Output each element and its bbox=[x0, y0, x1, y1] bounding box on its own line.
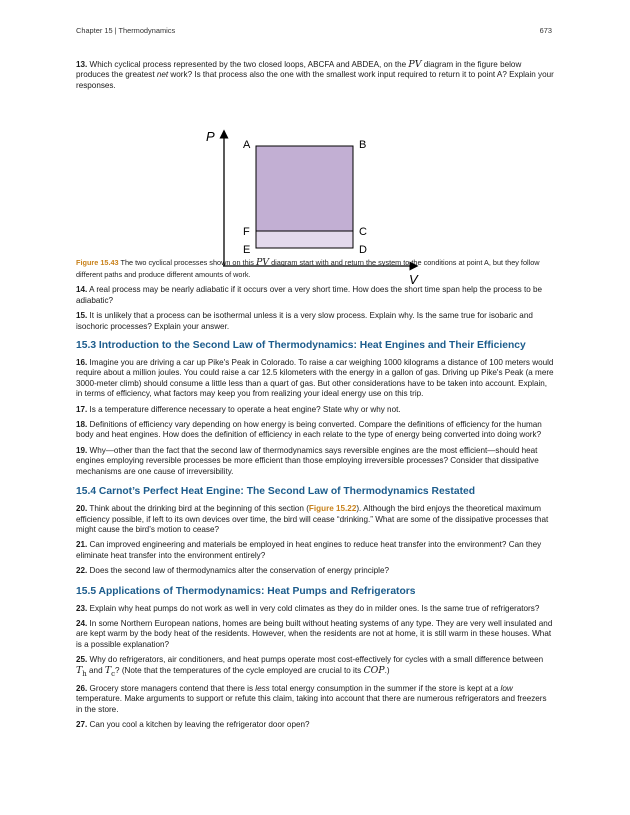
point-label-f: F bbox=[243, 226, 250, 239]
question-22: 22. Does the second law of thermodynamics alter the conservation of energy principle? bbox=[76, 566, 389, 576]
section-heading-15-3: 15.3 Introduction to the Second Law of Thermodynamics: Heat Engines and Their Efficiency bbox=[76, 340, 526, 352]
question-number: 22. bbox=[76, 566, 88, 576]
page-number: 673 bbox=[539, 26, 552, 35]
question-number: 19. bbox=[76, 445, 88, 455]
question-number: 21. bbox=[76, 540, 88, 550]
point-label-b: B bbox=[359, 139, 367, 152]
page-content bbox=[76, 60, 554, 735]
question-number: 24. bbox=[76, 618, 88, 628]
cop-symbol: COP bbox=[363, 664, 385, 676]
question-21: 21. Can improved engineering and materials be employed in heat engines to reduce heat transfer into the environment? Can they eliminate heat transfer into the environment entirely? bbox=[76, 540, 542, 560]
question-number: 15. bbox=[76, 311, 88, 321]
question-number: 26. bbox=[76, 683, 88, 693]
figure-label: Figure 15.43 bbox=[76, 258, 119, 268]
question-23: 23. Explain why heat pumps do not work as well in very cold climates as they do in milder ones. Is the same true of refrigerators? bbox=[76, 603, 540, 613]
t-hot-symbol: $T_h$ bbox=[76, 664, 87, 678]
question-20: 20. Think about the drinking bird at the beginning of this section (Figure 15.22). Although the bird enjoys the theoretical maximum efficiency possible, if left to its own devices over time, the bird will cease “drinking.” What are some of the dissipative processes that might cause the bird’s motion to cease? bbox=[76, 504, 549, 534]
question-27: 27. Can you cool a kitchen by leaving the refrigerator door open? bbox=[76, 720, 310, 730]
axis-label-v: V bbox=[409, 272, 418, 288]
question-15: 15. It is unlikely that a process can be isothermal unless it is a very slow process. Explain why. Is the same true for isobaric and isochoric processes? Explain your answer. bbox=[76, 311, 533, 331]
question-number: 23. bbox=[76, 603, 88, 613]
question-number: 16. bbox=[76, 358, 88, 368]
loop-abcfa-region bbox=[256, 146, 353, 231]
loop-fcde-region bbox=[256, 231, 353, 248]
question-24: 24. In some Northern European nations, homes are being built without heating systems of any type. They are very well insulated and are kept warm by the body heat of the residents. However, when the residents are not at home, it is still warm in these houses. What is a possible explanation? bbox=[76, 618, 553, 649]
question-number: 18. bbox=[76, 420, 88, 430]
section-heading-15-5: 15.5 Applications of Thermodynamics: Heat Pumps and Refrigerators bbox=[76, 585, 416, 597]
question-18: 18. Definitions of efficiency vary depending on how energy is being converted. Compare the definitions of efficiency for the human body and heat engines. How does the definition of efficiency in each relate to the type of energy being converted into doing work? bbox=[76, 420, 542, 440]
question-25: 25. Why do refrigerators, air conditioners, and heat pumps operate most cost-effectively for cycles with a small difference between $T_h$ and $T_c$? (Note that the temperatures of the cycle employed are crucial to its COP.) bbox=[76, 655, 544, 678]
question-16: 16. Imagine you are driving a car up Pike's Peak in Colorado. To raise a car weighing 1000 kilograms a distance of 100 meters would require about a million joules. You could raise a car 12.5 kilometers with the energy in a gallon of gas. Driving up Pike's Peak (a mere 3000-meter climb) should consume a little less than a quart of gas. But other considerations have to be taken into account. Explain, in terms of efficiency, what factors may keep you from realizing your ideal energy use on this trip. bbox=[76, 358, 554, 399]
section-heading-15-4: 15.4 Carnot’s Perfect Heat Engine: The Second Law of Thermodynamics Restated bbox=[76, 486, 476, 498]
question-26: 26. Grocery store managers contend that there is less total energy consumption in the summer if the store is kept at a low temperature. Make arguments to support or refute this claim, taking into account that there are numerous refrigerators and freezers in the store. bbox=[76, 683, 547, 714]
question-number: 27. bbox=[76, 720, 88, 730]
point-label-a: A bbox=[243, 139, 251, 152]
figure-15-22-link[interactable]: Figure 15.22 bbox=[308, 504, 357, 514]
question-13: 13. Which cyclical process represented by the two closed loops, ABCFA and ABDEA, on the PV diagram in the figure below produces the greatest net work? Is that process also the one with the smallest work input required to return it to point A? Explain your responses. bbox=[76, 59, 554, 90]
question-number: 14. bbox=[76, 285, 88, 295]
point-label-e: E bbox=[243, 244, 251, 257]
pv-symbol: PV bbox=[255, 257, 270, 269]
question-14: 14. A real process may be nearly adiabatic if it occurs over a very short time. How does the short time span help the process to be adiabatic? bbox=[76, 285, 543, 305]
question-number: 20. bbox=[76, 504, 88, 514]
point-label-c: C bbox=[359, 226, 367, 239]
t-cold-symbol: $T_c$ bbox=[104, 664, 116, 678]
chapter-title: Chapter 15 | Thermodynamics bbox=[76, 26, 176, 35]
question-19: 19. Why—other than the fact that the second law of thermodynamics says reversible engines are the most efficient—should heat engines employing reversible processes be more efficient than those employing irreversible processes? Consider that dissipative mechanisms are one cause of irreversibility. bbox=[76, 445, 539, 476]
figure-caption: Figure 15.43 The two cyclical processes shown on this PV diagram start with and return the system to the conditions at point A, but they follow different paths and produce different amounts of work. bbox=[76, 257, 540, 279]
axis-label-p: P bbox=[206, 129, 215, 145]
question-number: 17. bbox=[76, 404, 88, 414]
question-number: 25. bbox=[76, 655, 88, 665]
question-number: 13. bbox=[76, 60, 88, 69]
pv-symbol: PV bbox=[408, 59, 422, 70]
question-17: 17. Is a temperature difference necessary to operate a heat engine? State why or why not. bbox=[76, 404, 401, 414]
point-label-d: D bbox=[359, 244, 367, 257]
